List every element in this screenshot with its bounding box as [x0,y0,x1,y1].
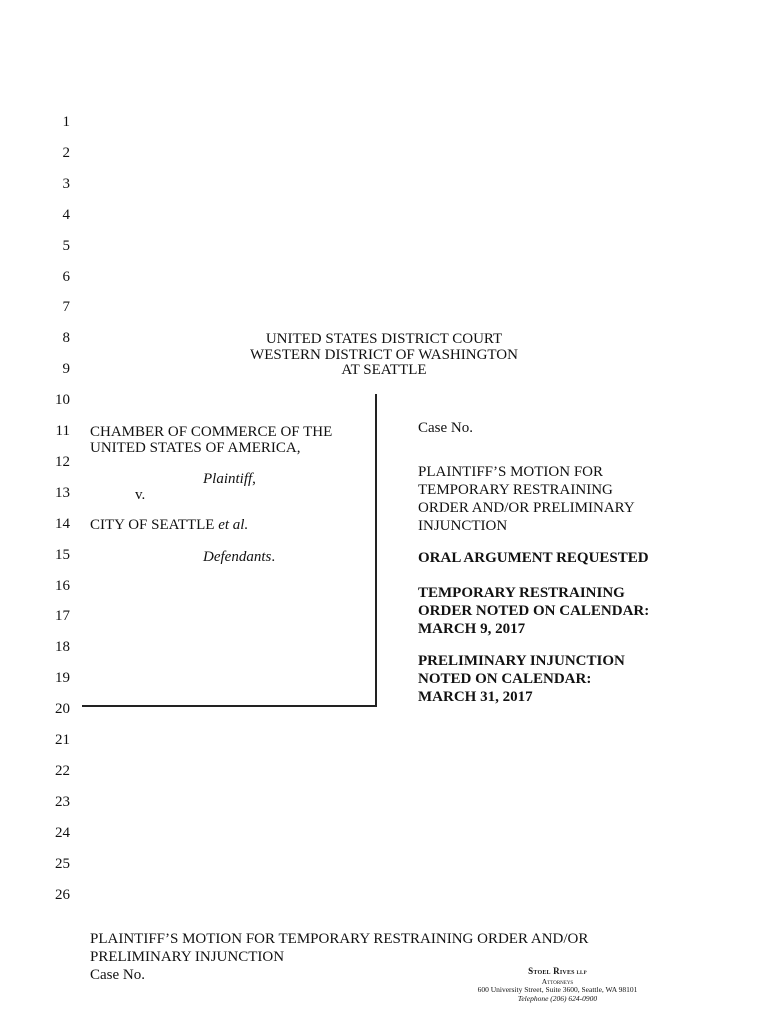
motion-title: PLAINTIFF’S MOTION FOR TEMPORARY RESTRAINING ORDER AND/OR PRELIMINARY INJUNCTION [418,464,635,534]
line-number: 17 [55,608,70,625]
line-number: 18 [55,639,70,656]
line-number: 5 [62,237,70,254]
defendant-name: CITY OF SEATTLE et al. [90,517,249,533]
footer-case-no: Case No. [90,967,145,983]
line-number: 9 [62,361,70,378]
court-district: WESTERN DISTRICT OF WASHINGTON [250,346,518,363]
footer-title-2: PRELIMINARY INJUNCTION [90,949,285,965]
caption-horizontal-rule [82,705,377,707]
tro-noted: TEMPORARY RESTRAINING ORDER NOTED ON CALENDAR: MARCH 9, 2017 [418,585,650,637]
caption-vertical-rule [375,394,377,706]
line-number: 1 [62,114,70,130]
line-number: 16 [55,577,70,594]
law-firm-block [455,967,660,1003]
line-number: 20 [55,701,70,718]
case-number: Case No. [418,420,473,436]
court-name: UNITED STATES DISTRICT COURT [265,331,503,347]
line-number: 23 [55,793,70,810]
court-location: AT SEATTLE [341,362,427,378]
line-number: 25 [55,855,70,872]
line-number: 10 [55,392,70,409]
line-number: 15 [55,546,70,563]
line-number: 22 [55,762,70,779]
line-number: 19 [55,670,70,687]
line-number: 7 [62,299,70,316]
court-heading [184,332,584,379]
footer-title-1: PLAINTIFF’S MOTION FOR TEMPORARY RESTRAINING ORDER AND/OR [90,931,589,947]
firm-address: 600 University Street, Suite 3600, Seattle, WA 98101 [477,985,638,994]
defendant-role: Defendants. [203,549,276,565]
oral-argument-requested: ORAL ARGUMENT REQUESTED [418,550,649,566]
line-number: 12 [55,453,70,470]
plaintiff-role: Plaintiff, [203,471,256,487]
line-number: 21 [55,732,70,748]
line-number: 24 [55,824,70,841]
line-number: 11 [55,423,70,439]
plaintiff-name: CHAMBER OF COMMERCE OF THE UNITED STATES OF AMERICA, [90,424,333,456]
firm-name: Stoel Rives llp [528,966,587,976]
line-number: 13 [55,484,70,501]
pi-noted: PRELIMINARY INJUNCTION NOTED ON CALENDAR: MARCH 31, 2017 [418,653,625,705]
line-number: 26 [55,886,70,903]
firm-attorneys: Attorneys [541,976,574,986]
line-number: 8 [62,330,70,347]
line-number: 14 [55,515,70,532]
line-number: 6 [62,268,70,285]
firm-telephone: Telephone (206) 624-0900 [517,993,598,1003]
line-number: 3 [62,175,70,192]
versus: v. [135,487,146,503]
line-number: 4 [62,206,70,223]
line-number: 2 [62,144,70,161]
